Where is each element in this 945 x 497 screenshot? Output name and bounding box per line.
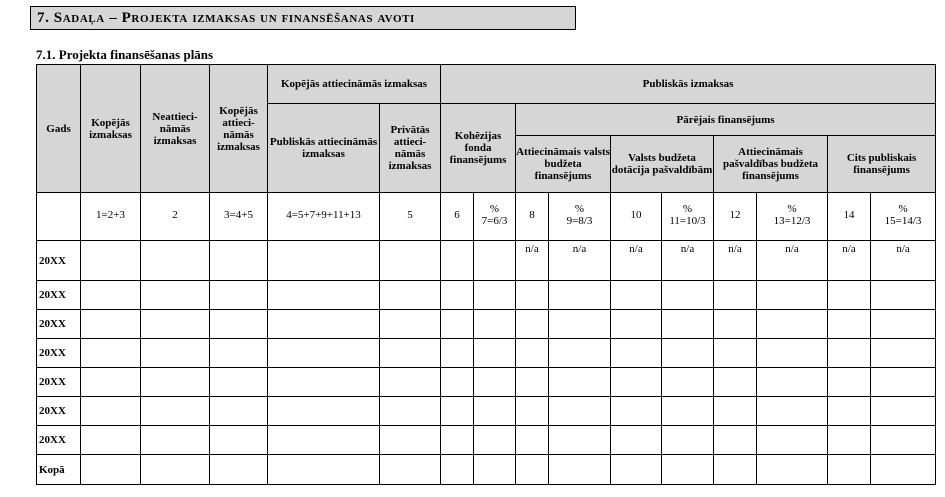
na-cell[interactable]: n/a (662, 241, 714, 281)
input-cell[interactable] (516, 339, 549, 368)
input-cell[interactable] (549, 397, 611, 426)
numbering-cell: % 13=12/3 (757, 193, 828, 241)
input-cell[interactable] (210, 310, 268, 339)
numbering-cell: 12 (714, 193, 757, 241)
na-cell[interactable]: n/a (871, 241, 936, 281)
input-cell[interactable] (757, 339, 828, 368)
header-parejais-finansejums: Pārējais finansējums (516, 104, 936, 136)
header-valsts-dotacija: Valsts budžeta dotācija pašvaldībām (611, 136, 714, 193)
input-cell[interactable] (380, 368, 441, 397)
input-cell[interactable] (757, 368, 828, 397)
input-cell[interactable] (871, 339, 936, 368)
header-kopejas-attiecinamas: Kopējās attieci-nāmās izmaksas (210, 65, 268, 193)
numbering-cell: 3=4+5 (210, 193, 268, 241)
input-cell[interactable] (141, 310, 210, 339)
numbering-cell: % 9=8/3 (549, 193, 611, 241)
input-cell[interactable] (141, 339, 210, 368)
input-cell[interactable] (474, 281, 516, 310)
header-kohezijas-fonds: Kohēzijas fonda finansējums (441, 104, 516, 193)
input-cell[interactable] (516, 426, 549, 455)
input-cell[interactable] (516, 455, 549, 485)
input-cell[interactable] (549, 368, 611, 397)
input-cell[interactable] (441, 310, 474, 339)
input-cell[interactable] (549, 455, 611, 485)
input-cell[interactable] (611, 397, 662, 426)
input-cell[interactable] (714, 281, 757, 310)
input-cell[interactable] (268, 368, 380, 397)
input-cell[interactable] (611, 310, 662, 339)
numbering-cell: % 15=14/3 (871, 193, 936, 241)
header-pasvaldibas: Attiecināmais pašvaldības budžeta finansējums (714, 136, 828, 193)
na-cell[interactable]: n/a (714, 241, 757, 281)
numbering-cell: 10 (611, 193, 662, 241)
table-row (37, 397, 936, 426)
input-cell[interactable] (380, 241, 441, 281)
input-cell[interactable] (81, 241, 141, 281)
input-cell[interactable] (828, 339, 871, 368)
input-cell[interactable] (757, 455, 828, 485)
input-cell[interactable] (714, 339, 757, 368)
header-cits-publiskais: Cits publiskais finansējums (828, 136, 936, 193)
input-cell[interactable] (474, 455, 516, 485)
input-cell[interactable] (828, 310, 871, 339)
input-cell[interactable] (380, 281, 441, 310)
input-cell[interactable] (268, 426, 380, 455)
header-kopejas-izmaksas: Kopējās izmaksas (81, 65, 141, 193)
input-cell[interactable] (611, 339, 662, 368)
input-cell[interactable] (871, 397, 936, 426)
input-cell[interactable] (81, 426, 141, 455)
input-cell[interactable] (441, 397, 474, 426)
input-cell[interactable] (474, 310, 516, 339)
input-cell[interactable] (441, 368, 474, 397)
input-cell[interactable] (549, 310, 611, 339)
input-cell[interactable] (141, 281, 210, 310)
input-cell[interactable] (141, 426, 210, 455)
table-row (37, 281, 936, 310)
input-cell[interactable] (81, 281, 141, 310)
input-cell[interactable] (757, 397, 828, 426)
input-cell[interactable] (210, 339, 268, 368)
input-cell[interactable] (81, 455, 141, 485)
input-cell[interactable] (81, 339, 141, 368)
input-cell[interactable] (757, 281, 828, 310)
input-cell[interactable] (662, 397, 714, 426)
input-cell[interactable] (516, 397, 549, 426)
row-year: 20XX (37, 426, 81, 455)
input-cell[interactable] (611, 281, 662, 310)
input-cell[interactable] (662, 368, 714, 397)
input-cell[interactable] (662, 281, 714, 310)
input-cell[interactable] (268, 281, 380, 310)
financing-plan-table (36, 64, 936, 485)
input-cell[interactable] (662, 310, 714, 339)
na-cell[interactable]: n/a (611, 241, 662, 281)
input-cell[interactable] (210, 426, 268, 455)
input-cell[interactable] (141, 397, 210, 426)
table-body (37, 241, 936, 485)
row-year: 20XX (37, 310, 81, 339)
row-year: Kopā (37, 455, 81, 485)
header-publiskas-attiecinamas: Publiskās attiecināmās izmaksas (268, 104, 380, 193)
row-year: 20XX (37, 241, 81, 281)
na-cell[interactable]: n/a (549, 241, 611, 281)
table-subtitle: 7.1. Projekta finansēšanas plāns (36, 47, 214, 62)
input-cell[interactable] (268, 339, 380, 368)
na-cell[interactable]: n/a (828, 241, 871, 281)
row-year: 20XX (37, 339, 81, 368)
input-cell[interactable] (611, 368, 662, 397)
table-row (37, 368, 936, 397)
input-cell[interactable] (714, 368, 757, 397)
table-row (37, 310, 936, 339)
header-privatas-attiecinamas: Privātās attieci-nāmās izmaksas (380, 104, 441, 193)
input-cell[interactable] (611, 426, 662, 455)
input-cell[interactable] (828, 455, 871, 485)
input-cell[interactable] (268, 397, 380, 426)
header-valsts-budzeta: Attiecināmais valsts budžeta finansējums (516, 136, 611, 193)
input-cell[interactable] (474, 397, 516, 426)
numbering-cell: % 7=6/3 (474, 193, 516, 241)
input-cell[interactable] (474, 241, 516, 281)
input-cell[interactable] (828, 368, 871, 397)
input-cell[interactable] (662, 426, 714, 455)
input-cell[interactable] (474, 426, 516, 455)
input-cell[interactable] (380, 426, 441, 455)
row-year: 20XX (37, 281, 81, 310)
numbering-cell: 2 (141, 193, 210, 241)
input-cell[interactable] (662, 455, 714, 485)
input-cell[interactable] (871, 368, 936, 397)
input-cell[interactable] (210, 368, 268, 397)
input-cell[interactable] (210, 281, 268, 310)
input-cell[interactable] (714, 426, 757, 455)
input-cell[interactable] (441, 426, 474, 455)
table-row (37, 339, 936, 368)
input-cell[interactable] (871, 455, 936, 485)
numbering-cell: 6 (441, 193, 474, 241)
input-cell[interactable] (380, 455, 441, 485)
input-cell[interactable] (380, 339, 441, 368)
input-cell[interactable] (210, 397, 268, 426)
input-cell[interactable] (441, 339, 474, 368)
na-cell[interactable]: n/a (757, 241, 828, 281)
input-cell[interactable] (714, 310, 757, 339)
input-cell[interactable] (714, 397, 757, 426)
header-publiskas-izmaksas: Publiskās izmaksas (441, 65, 936, 104)
input-cell[interactable] (141, 455, 210, 485)
input-cell[interactable] (757, 310, 828, 339)
input-cell[interactable] (516, 310, 549, 339)
input-cell[interactable] (474, 339, 516, 368)
input-cell[interactable] (141, 368, 210, 397)
input-cell[interactable] (268, 455, 380, 485)
input-cell[interactable] (757, 426, 828, 455)
input-cell[interactable] (828, 281, 871, 310)
row-year: 20XX (37, 397, 81, 426)
input-cell[interactable] (516, 281, 549, 310)
numbering-cell: 4=5+7+9+11+13 (268, 193, 380, 241)
table-row (37, 241, 936, 281)
input-cell[interactable] (441, 455, 474, 485)
section-title: 7. Sadaļa – Projekta izmaksas un finansēšanas avoti (30, 6, 576, 30)
table-row (37, 455, 936, 485)
input-cell[interactable] (141, 241, 210, 281)
input-cell[interactable] (549, 339, 611, 368)
numbering-cell: 8 (516, 193, 549, 241)
header-neattiecinamas: Neattieci-nāmās izmaksas (141, 65, 210, 193)
input-cell[interactable] (81, 397, 141, 426)
input-cell[interactable] (81, 310, 141, 339)
input-cell[interactable] (549, 426, 611, 455)
input-cell[interactable] (714, 455, 757, 485)
input-cell[interactable] (268, 241, 380, 281)
numbering-cell: 5 (380, 193, 441, 241)
input-cell[interactable] (441, 281, 474, 310)
input-cell[interactable] (662, 339, 714, 368)
numbering-cell: 1=2+3 (81, 193, 141, 241)
input-cell[interactable] (380, 310, 441, 339)
numbering-cell: 14 (828, 193, 871, 241)
table-row (37, 426, 936, 455)
numbering-blank (37, 193, 81, 241)
input-cell[interactable] (871, 426, 936, 455)
input-cell[interactable] (611, 455, 662, 485)
na-cell[interactable]: n/a (516, 241, 549, 281)
input-cell[interactable] (441, 241, 474, 281)
numbering-cell: % 11=10/3 (662, 193, 714, 241)
header-kopejas-attiec-group: Kopējās attiecināmās izmaksas (268, 65, 441, 104)
input-cell[interactable] (549, 281, 611, 310)
input-cell[interactable] (871, 310, 936, 339)
input-cell[interactable] (210, 455, 268, 485)
input-cell[interactable] (268, 310, 380, 339)
input-cell[interactable] (474, 368, 516, 397)
input-cell[interactable] (380, 397, 441, 426)
input-cell[interactable] (516, 368, 549, 397)
input-cell[interactable] (81, 368, 141, 397)
input-cell[interactable] (828, 426, 871, 455)
row-year: 20XX (37, 368, 81, 397)
input-cell[interactable] (210, 241, 268, 281)
input-cell[interactable] (871, 281, 936, 310)
header-gads: Gads (37, 65, 81, 193)
input-cell[interactable] (828, 397, 871, 426)
